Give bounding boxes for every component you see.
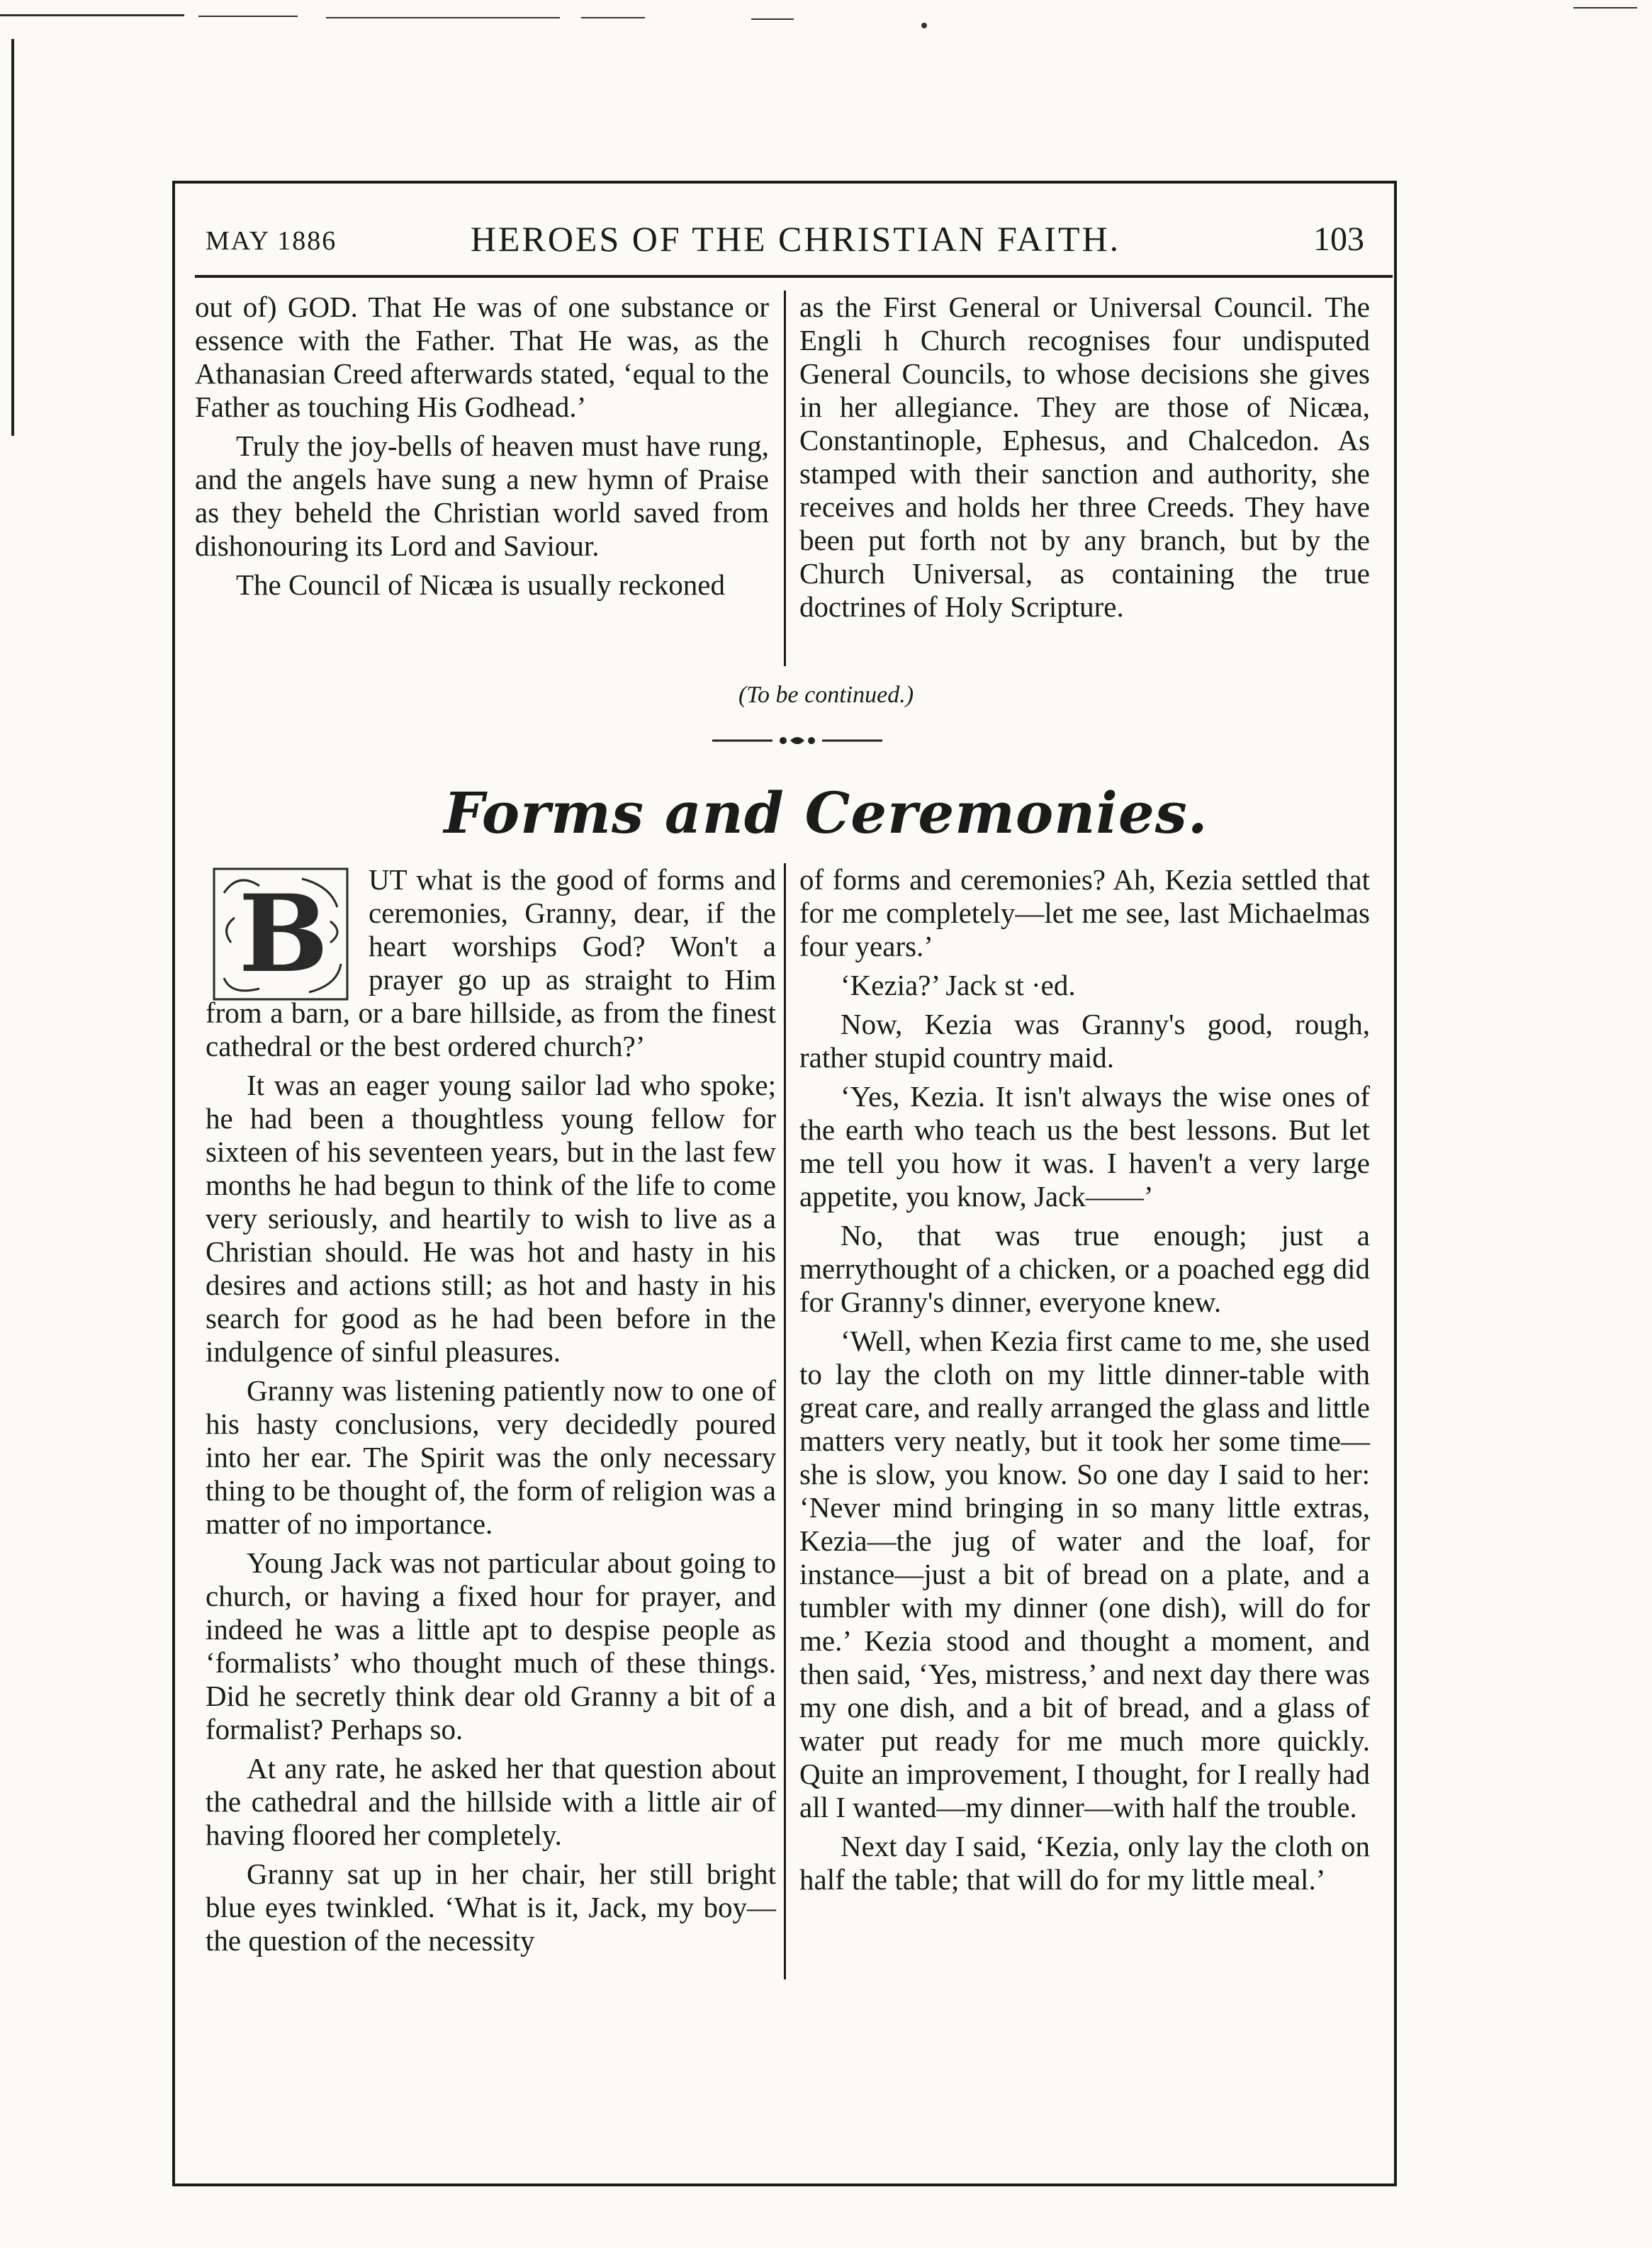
paragraph: No, that was true enough; just a merrythought of a chicken, or a poached egg did for Granny's dinner, everyone knew. [799,1219,1370,1318]
to-be-continued: (To be continued.) [738,682,914,708]
paragraph: Truly the joy-bells of heaven must have rung, and the angels have sung a new hymn of Praise as they beheld the Christian world saved from dishonouring its Lord and Saviour. [195,429,769,562]
first-paragraph: UT what is the good of forms and ceremonies, Granny, dear, if the heart worships God? Won't a prayer go up as straight to Him from a barn, or a bare hillside, as from the finest cathedral or the best ordered church?’ [206,863,776,1062]
paragraph: At any rate, he asked her that question about the cathedral and the hillside with a little air of having floored her completely. [206,1752,776,1851]
paragraph: Young Jack was not particular about going to church, or having a fixed hour for prayer, and indeed he was a little apt to despise people as ‘formalists’ who thought much of these things. Did he secretly think dear old Granny a bit of a formalist? Perhaps so. [206,1546,776,1746]
paragraph: The Council of Nicæa is usually reckoned [236,568,725,601]
top-left-column [195,291,769,602]
article-left-column [206,863,776,1957]
scan-dash [1573,7,1637,9]
paragraph: ‘Yes, Kezia. It isn't always the wise ones of the earth who teach us the best lessons. But let me tell you how it was. I haven't a very large appetite, you know, Jack——’ [799,1080,1370,1213]
paragraph: Granny sat up in her chair, her still bright blue eyes twinkled. ‘What is it, Jack, my boy—the question of the necessity [206,1858,776,1957]
article-right-column [799,863,1370,1896]
column-rule [784,291,786,666]
paragraph: ‘Well, when Kezia first came to me, she used to lay the cloth on my little dinner-table with great care, and really arranged the glass and little matters very neatly, but it took her some time—she is slow, you know. So one day I said to her: ‘Never mind bringing in so many little extras, Kezia—the jug of water and the loaf, for instance—just a bit of bread on a plate, and a tumbler with my dinner (one dish), will do for me.’ Kezia stood and thought a moment, and then said, ‘Yes, mistress,’ and next day there was my one dish, and a bit of bread, and a glass of water put ready for me much more quickly. Quite an improvement, I thought, for I really had all I wanted—my dinner—with half the trouble. [799,1325,1370,1823]
drop-cap-letter: B [238,872,329,996]
header-rule [195,275,1393,278]
paragraph: Now, Kezia was Granny's good, rough, rather stupid country maid. [799,1008,1370,1074]
issue-date: MAY 1886 [206,226,337,256]
scan-edge-marks [0,0,1652,99]
column-rule [784,863,786,1979]
paragraph: It was an eager young sailor lad who spoke; he had been a thoughtless young fellow for sixteen of his seventeen years, but in the last few months he had begun to think of the life to come very seriously, and heartily to wish to live as a Christian should. He was hot and hasty in his desires and actions still; as hot and hasty in his search for good as he had been before in the indulgence of sinful pleasures. [206,1069,776,1368]
paragraph: out of) GOD. That He was of one substance or essence with the Father. That He was, as the Athanasian Creed afterwards stated, ‘equal to the Father as touching His Godhead.’ [195,291,769,423]
scan-dash [751,18,794,20]
running-title: HEROES OF THE CHRISTIAN FAITH. [470,219,1121,259]
article-title: Forms and Ceremonies. [444,780,1208,846]
binding-edge-line [11,39,14,436]
scan-dash [326,17,560,18]
paragraph: as the First General or Universal Council. The Engli h Church recognises four undisputed General Councils, to whose decisions she gives in her allegiance. They are those of Nicæa, Constantinople, Ephesus, and Chalcedon. As stamped with their sanction and authority, she receives and holds her three Creeds. They have been put forth not by any branch, but by the Church Universal, as containing the true doctrines of Holy Scripture. [799,291,1370,623]
section-ornament [712,734,882,748]
paragraph: Next day I said, ‘Kezia, only lay the cloth on half the table; that will do for my little meal.’ [799,1830,1370,1896]
paragraph: ‘Kezia?’ Jack st ·ed. [841,969,1076,1001]
running-head [206,214,1386,278]
scan-dash [198,16,298,17]
page-number: 103 [1313,220,1364,258]
top-right-column [799,291,1370,624]
scan-dash [581,17,645,18]
paragraph: Granny was listening patiently now to one of his hasty conclusions, very decidedly poured into her ear. The Spirit was the only necessary thing to be thought of, the form of religion was a matter of no importance. [206,1374,776,1540]
scan-dash [0,14,184,16]
drop-cap [210,865,352,1004]
paragraph: of forms and ceremonies? Ah, Kezia settled that for me completely—let me see, last Michaelmas four years.’ [799,863,1370,962]
scan-dot [921,23,927,28]
